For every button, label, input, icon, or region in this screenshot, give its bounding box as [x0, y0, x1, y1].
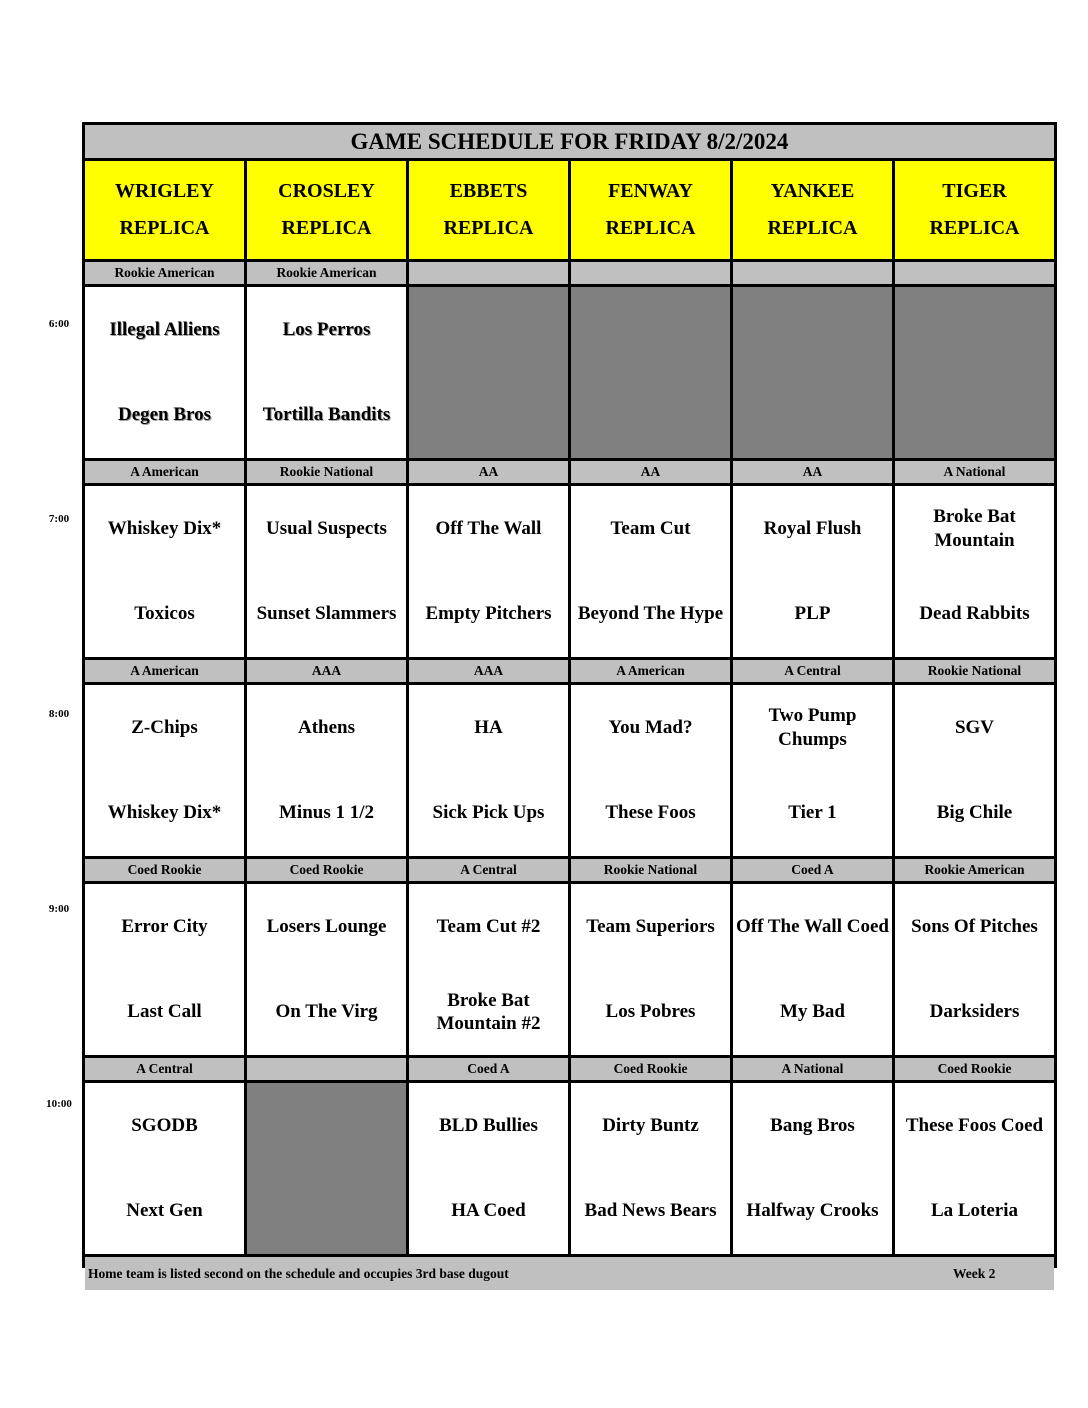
home-team: PLP: [794, 603, 831, 625]
game-cell: [247, 884, 406, 1055]
division-label: AA: [571, 461, 730, 483]
home-team: Darksiders: [929, 1001, 1020, 1023]
field-subtitle: REPLICA: [767, 217, 858, 239]
home-team: Bad News Bears: [584, 1200, 717, 1222]
time-label: 8:00: [48, 708, 70, 720]
division-label: A National: [733, 1058, 892, 1080]
field-name: FENWAY: [608, 180, 693, 202]
game-cell: [571, 486, 730, 657]
division-label: Coed Rookie: [247, 859, 406, 881]
division-label: A American: [571, 660, 730, 682]
division-label: A Central: [85, 1058, 244, 1080]
home-team: Tortilla Bandits: [262, 404, 391, 426]
game-cell: [733, 486, 892, 657]
division-label: [247, 1058, 406, 1080]
away-team: Z-Chips: [131, 716, 198, 738]
away-team: BLD Bullies: [439, 1114, 538, 1136]
game-cell: [733, 884, 892, 1055]
away-team: Off The Wall Coed: [736, 915, 889, 937]
away-team: Two Pump Chumps: [768, 705, 857, 750]
division-label: Coed A: [733, 859, 892, 881]
home-team: Tier 1: [788, 802, 837, 824]
field-name: CROSLEY: [278, 180, 375, 202]
field-name: YANKEE: [770, 180, 855, 202]
game-cell: [895, 884, 1054, 1055]
game-cell: [85, 1083, 244, 1254]
schedule-footer: [85, 1257, 1054, 1290]
division-label: [571, 262, 730, 284]
game-cell: [571, 1083, 730, 1254]
empty-slot: [895, 287, 1054, 458]
time-label: 7:00: [48, 513, 70, 525]
home-team: Dead Rabbits: [919, 603, 1030, 625]
empty-slot: [733, 287, 892, 458]
division-label: Rookie National: [571, 859, 730, 881]
field-name: EBBETS: [449, 180, 528, 202]
home-team: La Loteria: [930, 1200, 1019, 1222]
away-team: Error City: [121, 915, 208, 937]
field-header-crosley: [247, 161, 406, 259]
away-team: SGODB: [131, 1114, 198, 1136]
division-label: Coed Rookie: [85, 859, 244, 881]
schedule-title: GAME SCHEDULE FOR FRIDAY 8/2/2024: [85, 125, 1054, 158]
home-team: Next Gen: [126, 1200, 203, 1222]
home-team: Degen Bros: [117, 404, 212, 426]
division-label: Rookie American: [895, 859, 1054, 881]
away-team: Whiskey Dix*: [107, 517, 222, 539]
away-team: Team Cut #2: [436, 915, 541, 937]
division-label: AAA: [409, 660, 568, 682]
time-label: 9:00: [48, 903, 70, 915]
home-team: Minus 1 1/2: [278, 802, 375, 824]
empty-slot: [571, 287, 730, 458]
empty-slot: [247, 1083, 406, 1254]
home-team: Sick Pick Ups: [432, 802, 545, 824]
home-team: My Bad: [780, 1001, 845, 1023]
game-cell: [247, 685, 406, 856]
game-cell: [409, 884, 568, 1055]
away-team: Athens: [297, 716, 355, 738]
home-team: Toxicos: [134, 603, 195, 625]
empty-slot: [409, 287, 568, 458]
game-cell: [247, 486, 406, 657]
field-subtitle: REPLICA: [605, 217, 696, 239]
field-name: WRIGLEY: [115, 180, 214, 202]
away-team: Team Superiors: [586, 915, 715, 937]
game-cell: [85, 486, 244, 657]
away-team: Los Perros: [282, 318, 371, 340]
away-team: Losers Lounge: [266, 915, 387, 937]
away-team: Illegal Alliens: [109, 318, 220, 340]
home-team: Sunset Slammers: [256, 603, 397, 625]
away-team: Off The Wall: [435, 517, 542, 539]
home-team: Los Pobres: [605, 1001, 696, 1023]
away-team: These Foos Coed: [905, 1114, 1044, 1136]
home-team: HA Coed: [451, 1200, 526, 1222]
division-label: A National: [895, 461, 1054, 483]
game-cell: [895, 1083, 1054, 1254]
division-label: Coed A: [409, 1058, 568, 1080]
division-label: [733, 262, 892, 284]
division-label: AAA: [247, 660, 406, 682]
away-team: SGV: [954, 716, 995, 738]
field-header-fenway: [571, 161, 730, 259]
away-team: You Mad?: [608, 716, 693, 738]
home-team: These Foos: [605, 802, 696, 824]
game-cell: [733, 1083, 892, 1254]
game-cell: [895, 486, 1054, 657]
away-team: Royal Flush: [763, 517, 862, 539]
field-header-tiger: [895, 161, 1054, 259]
division-label: Rookie American: [85, 262, 244, 284]
division-label: Coed Rookie: [571, 1058, 730, 1080]
game-cell: [85, 287, 244, 458]
home-team: Broke Bat Mountain #2: [436, 989, 541, 1035]
home-team: Beyond The Hype: [577, 603, 724, 625]
division-label: AA: [733, 461, 892, 483]
division-label: Rookie National: [247, 461, 406, 483]
division-label: A Central: [733, 660, 892, 682]
game-cell: [409, 685, 568, 856]
game-cell: [247, 287, 406, 458]
away-team: Usual Suspects: [266, 517, 387, 539]
field-subtitle: REPLICA: [929, 217, 1020, 239]
away-team: Broke Bat Mountain: [933, 506, 1016, 551]
game-cell: [733, 685, 892, 856]
division-label: A American: [85, 461, 244, 483]
away-team: HA: [474, 716, 503, 738]
away-team: Bang Bros: [770, 1114, 855, 1136]
away-team: Sons Of Pitches: [911, 915, 1038, 937]
division-label: Rookie National: [895, 660, 1054, 682]
field-subtitle: REPLICA: [443, 217, 534, 239]
field-header-ebbets: [409, 161, 568, 259]
field-subtitle: REPLICA: [281, 217, 372, 239]
home-team: Whiskey Dix*: [107, 802, 222, 824]
division-label: [409, 262, 568, 284]
field-header-yankee: [733, 161, 892, 259]
home-team: Empty Pitchers: [425, 603, 552, 625]
home-team: Halfway Crooks: [746, 1200, 879, 1222]
division-label: A Central: [409, 859, 568, 881]
home-team: Last Call: [127, 1001, 202, 1023]
away-team: Dirty Buntz: [602, 1114, 699, 1136]
field-name: TIGER: [942, 180, 1007, 202]
game-cell: [85, 884, 244, 1055]
game-cell: [85, 685, 244, 856]
game-cell: [571, 685, 730, 856]
time-label: 6:00: [48, 318, 70, 330]
schedule-table: [82, 122, 1057, 1281]
game-cell: [409, 1083, 568, 1254]
field-header-wrigley: [85, 161, 244, 259]
home-team: Big Chile: [936, 802, 1013, 824]
home-team: On The Virg: [275, 1001, 378, 1023]
game-cell: [895, 685, 1054, 856]
game-cell: [571, 884, 730, 1055]
division-label: Coed Rookie: [895, 1058, 1054, 1080]
week-label: Week 2: [953, 1265, 996, 1281]
division-label: AA: [409, 461, 568, 483]
division-label: Rookie American: [247, 262, 406, 284]
footer-note: Home team is listed second on the schedule and occupies 3rd base dugout: [88, 1265, 509, 1281]
division-label: A American: [85, 660, 244, 682]
away-team: Team Cut: [610, 517, 691, 539]
time-label: 10:00: [46, 1098, 72, 1110]
game-cell: [409, 486, 568, 657]
field-subtitle: REPLICA: [119, 217, 210, 239]
division-label: [895, 262, 1054, 284]
